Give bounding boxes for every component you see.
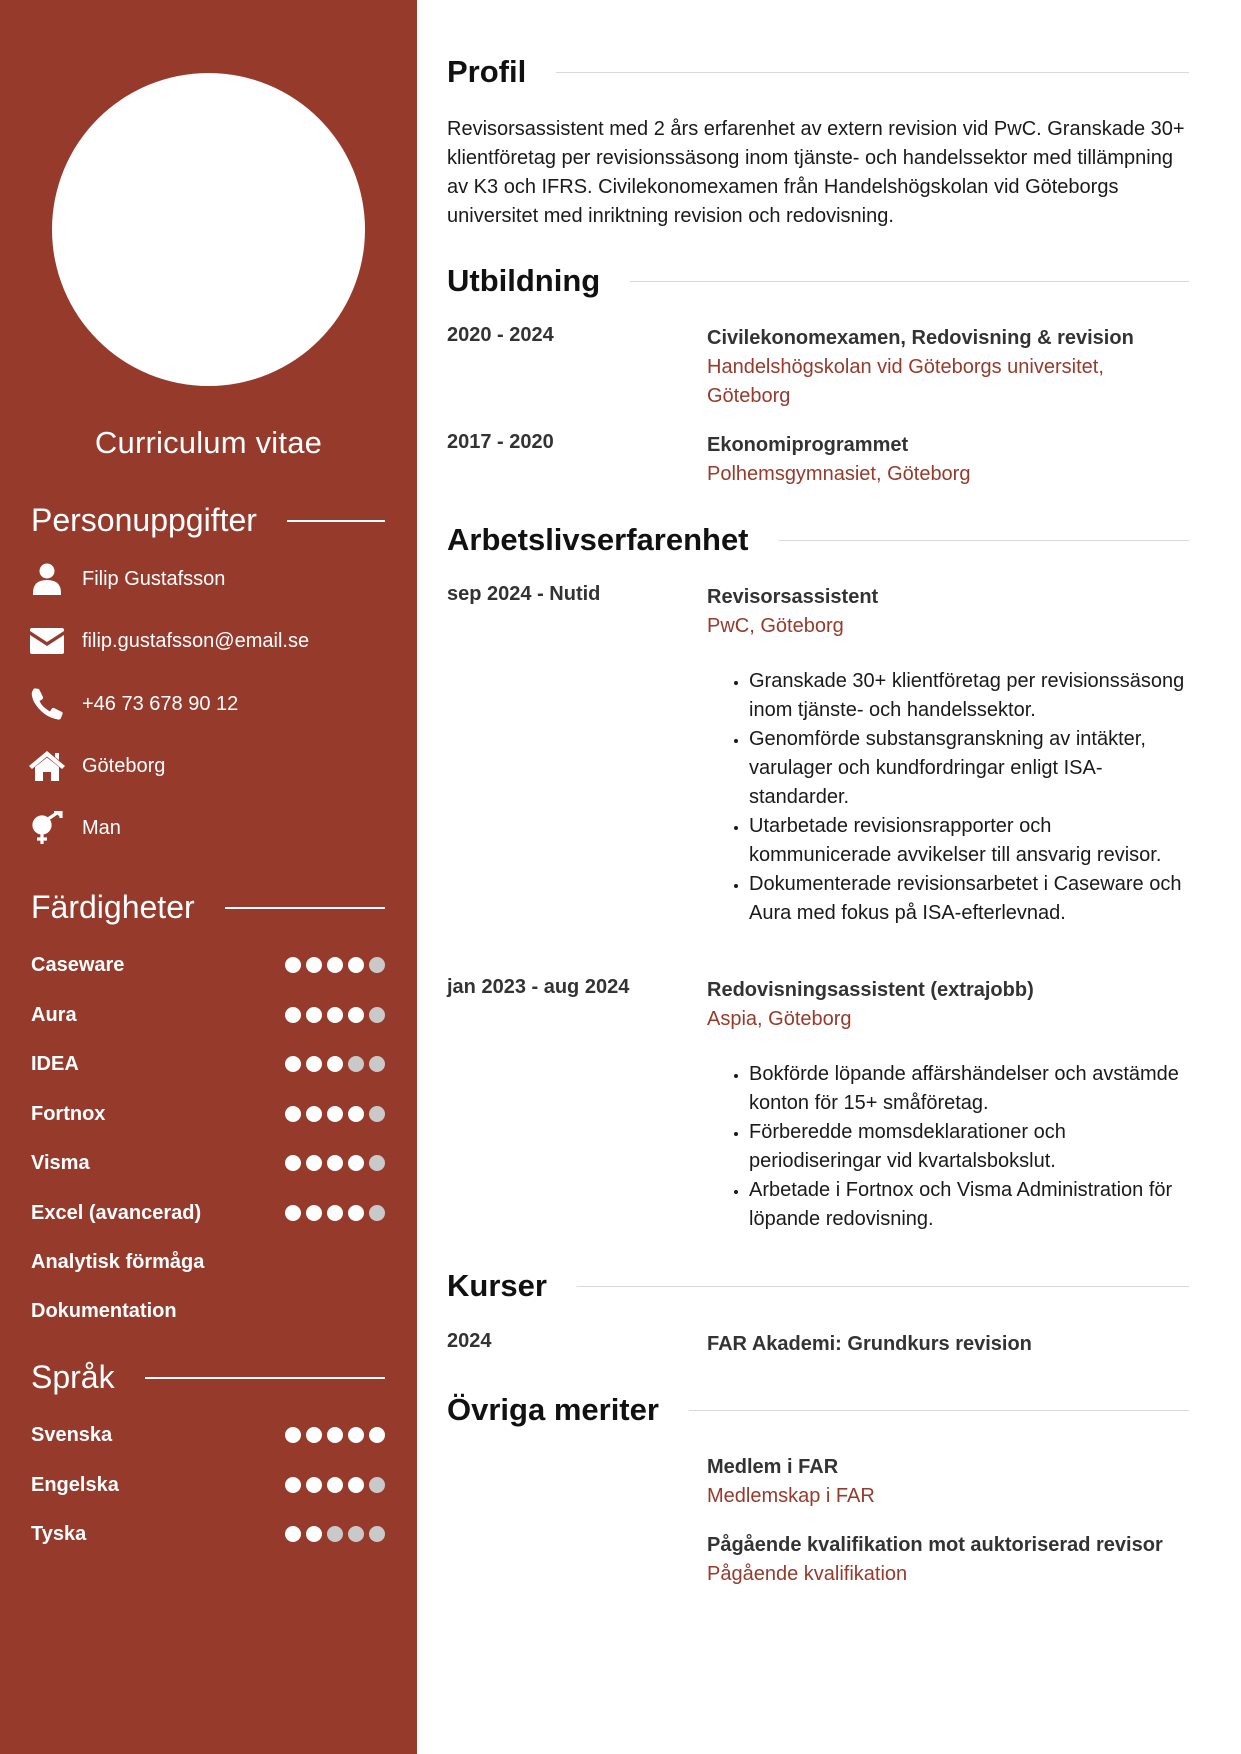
heading-divider (225, 907, 385, 909)
bullet-item: • Utarbetade revisionsrapporter och kommunicerade avvikelser till ansvarig revisor. (749, 812, 1189, 870)
entry-date: jan 2023 - aug 2024 (447, 976, 630, 998)
rating-dot-filled (306, 1106, 322, 1122)
rating-dot-filled (306, 957, 322, 973)
entry-date: 2024 (447, 1330, 492, 1352)
experience-heading-text: Arbetslivserfarenhet (447, 522, 749, 557)
skill-row (31, 950, 385, 980)
courses-heading (447, 1268, 1189, 1304)
info-name-text: Filip Gustafsson (82, 567, 226, 590)
rating-dot-filled (306, 1526, 322, 1542)
rating-dot-filled (327, 1106, 343, 1122)
rating-dot-filled (285, 1427, 301, 1443)
profile-heading-text: Profil (447, 54, 527, 89)
skill-rating (285, 1155, 385, 1171)
language-name: Engelska (31, 1473, 119, 1496)
skill-name: Excel (avancerad) (31, 1201, 202, 1224)
entry-title: Ekonomiprogrammet (707, 434, 909, 456)
language-row (31, 1420, 385, 1450)
profile-heading (447, 54, 1189, 90)
education-heading (447, 263, 1189, 299)
rating-dot-filled (306, 1007, 322, 1023)
entry-title: Pågående kvalifikation mot auktoriserad revisor (707, 1534, 1163, 1556)
gender-icon (28, 810, 66, 846)
info-email-text[interactable]: filip.gustafsson@email.se (82, 629, 310, 652)
language-name: Svenska (31, 1423, 113, 1446)
rating-dot-empty (369, 1007, 385, 1023)
section-divider (689, 1410, 1189, 1411)
profile-photo-placeholder (52, 73, 365, 386)
skill-row (31, 1000, 385, 1030)
envelope-icon (28, 623, 66, 659)
entry-title: Redovisningsassistent (extrajobb) (707, 979, 1034, 1001)
info-location-text: Göteborg (82, 754, 166, 777)
rating-dot-filled (285, 1007, 301, 1023)
profile-summary: Revisorsassistent med 2 års erfarenhet av extern revision vid PwC. Granskade 30+ klientföretag per revisionssäsong inom tjänste- och handelssektor med tillämpning av K3 och IFRS. Civilekonomexamen från Handelshögskolan vid Göteborgs universitet med inriktning revision och redovisning. (447, 118, 1185, 227)
entry-title: FAR Akademi: Grundkurs revision (707, 1333, 1032, 1355)
language-rating (285, 1477, 385, 1493)
skills-heading (31, 889, 385, 926)
entry-subtitle: Polhemsgymnasiet, Göteborg (707, 463, 971, 485)
skill-name: IDEA (31, 1052, 79, 1075)
skill-name: Dokumentation (31, 1299, 177, 1322)
phone-icon (28, 686, 66, 722)
merits-heading-text: Övriga meriter (447, 1392, 659, 1427)
rating-dot-filled (348, 1007, 364, 1023)
rating-dot-empty (369, 1155, 385, 1171)
sidebar (0, 0, 417, 1754)
language-row (31, 1519, 385, 1549)
rating-dot-empty (369, 957, 385, 973)
skill-name: Caseware (31, 953, 125, 976)
skill-row (31, 1099, 385, 1129)
rating-dot-filled (348, 1427, 364, 1443)
heading-divider (145, 1377, 385, 1379)
language-name: Tyska (31, 1522, 87, 1545)
rating-dot-filled (285, 1155, 301, 1171)
languages-heading (31, 1359, 385, 1396)
skill-name: Fortnox (31, 1102, 106, 1125)
rating-dot-filled (306, 1427, 322, 1443)
rating-dot-empty (348, 1526, 364, 1542)
rating-dot-filled (348, 1477, 364, 1493)
rating-dot-filled (285, 957, 301, 973)
language-row (31, 1470, 385, 1500)
main-content (447, 0, 1189, 1754)
home-icon (28, 748, 66, 784)
skill-rating (285, 1205, 385, 1221)
skill-row (31, 1247, 385, 1277)
skill-name: Visma (31, 1151, 90, 1174)
skill-name: Aura (31, 1003, 77, 1026)
bullet-item: • Genomförde substansgranskning av intäkter, varulager och kundfordringar enligt ISA-standarder. (749, 725, 1189, 812)
bullet-list (707, 667, 1189, 928)
personal-heading (31, 502, 385, 539)
entry-subtitle: Handelshögskolan vid Göteborgs universitet, Göteborg (707, 356, 1104, 407)
rating-dot-filled (285, 1106, 301, 1122)
skill-rating (285, 1106, 385, 1122)
rating-dot-filled (306, 1205, 322, 1221)
rating-dot-filled (348, 1155, 364, 1171)
skill-rating (285, 1007, 385, 1023)
skill-row (31, 1148, 385, 1178)
skill-row (31, 1198, 385, 1228)
info-gender (28, 808, 121, 848)
rating-dot-empty (369, 1477, 385, 1493)
merits-heading (447, 1392, 1189, 1428)
skill-row (31, 1049, 385, 1079)
rating-dot-filled (369, 1427, 385, 1443)
cv-title: Curriculum vitae (94, 425, 323, 460)
rating-dot-filled (327, 1477, 343, 1493)
bullet-item: • Bokförde löpande affärshändelser och avstämde konton för 15+ småföretag. (749, 1060, 1189, 1118)
info-gender-text: Man (82, 816, 121, 839)
rating-dot-filled (348, 1106, 364, 1122)
heading-divider (287, 520, 385, 522)
skill-row (31, 1296, 385, 1326)
section-divider (779, 540, 1189, 541)
bullet-list (707, 1060, 1189, 1234)
rating-dot-empty (369, 1526, 385, 1542)
entry-date: 2020 - 2024 (447, 324, 554, 346)
rating-dot-filled (327, 1155, 343, 1171)
rating-dot-filled (327, 1205, 343, 1221)
rating-dot-filled (327, 957, 343, 973)
info-phone (28, 684, 238, 724)
bullet-item: • Granskade 30+ klientföretag per revisionssäsong inom tjänste- och handelssektor. (749, 667, 1189, 725)
info-location (28, 746, 165, 786)
rating-dot-filled (285, 1477, 301, 1493)
rating-dot-filled (348, 957, 364, 973)
skill-name: Analytisk förmåga (31, 1250, 205, 1273)
bullet-item: • Arbetade i Fortnox och Visma Administration för löpande redovisning. (749, 1176, 1189, 1234)
entry-subtitle: Aspia, Göteborg (707, 1008, 852, 1030)
skill-rating (285, 1056, 385, 1072)
skill-rating (285, 957, 385, 973)
rating-dot-filled (306, 1155, 322, 1171)
rating-dot-filled (306, 1477, 322, 1493)
rating-dot-filled (327, 1056, 343, 1072)
rating-dot-filled (327, 1427, 343, 1443)
language-rating (285, 1427, 385, 1443)
section-divider (556, 72, 1189, 73)
entry-subtitle: Pågående kvalifikation (707, 1563, 908, 1585)
entry-title: Medlem i FAR (707, 1456, 839, 1478)
rating-dot-empty (369, 1056, 385, 1072)
info-email (28, 621, 309, 661)
language-rating (285, 1526, 385, 1542)
rating-dot-filled (348, 1205, 364, 1221)
entry-title: Civilekonomexamen, Redovisning & revision (707, 327, 1134, 349)
experience-heading (447, 522, 1189, 558)
courses-heading-text: Kurser (447, 1268, 547, 1303)
bullet-item: • Förberedde momsdeklarationer och periodiseringar vid kvartalsbokslut. (749, 1118, 1189, 1176)
rating-dot-empty (369, 1106, 385, 1122)
personal-heading-text: Personuppgifter (31, 502, 257, 538)
info-phone-text[interactable]: +46 73 678 90 12 (82, 692, 239, 715)
rating-dot-empty (327, 1526, 343, 1542)
rating-dot-empty (369, 1205, 385, 1221)
rating-dot-filled (285, 1056, 301, 1072)
rating-dot-filled (306, 1056, 322, 1072)
entry-title: Revisorsassistent (707, 586, 879, 608)
rating-dot-empty (348, 1056, 364, 1072)
rating-dot-filled (327, 1007, 343, 1023)
user-icon (28, 561, 66, 597)
entry-date: sep 2024 - Nutid (447, 583, 601, 605)
info-name (28, 559, 225, 599)
entry-subtitle: PwC, Göteborg (707, 615, 844, 637)
education-heading-text: Utbildning (447, 263, 601, 298)
languages-heading-text: Språk (31, 1359, 115, 1395)
section-divider (630, 281, 1189, 282)
section-divider (577, 1286, 1189, 1287)
rating-dot-filled (285, 1526, 301, 1542)
skills-heading-text: Färdigheter (31, 889, 195, 925)
entry-subtitle: Medlemskap i FAR (707, 1485, 875, 1507)
rating-dot-filled (285, 1205, 301, 1221)
bullet-item: • Dokumenterade revisionsarbetet i Caseware och Aura med fokus på ISA-efterlevnad. (749, 870, 1189, 928)
entry-date: 2017 - 2020 (447, 431, 554, 453)
